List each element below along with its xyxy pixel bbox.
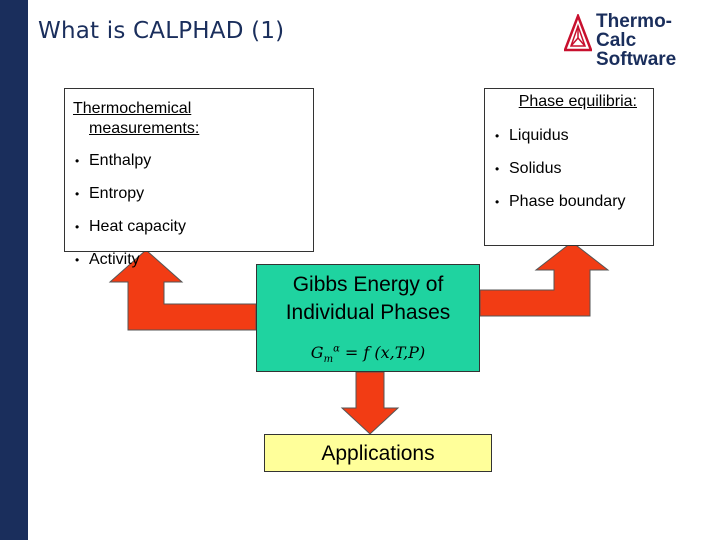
logo-text-line1: Thermo-Calc — [596, 11, 672, 51]
thermochemical-list — [71, 151, 186, 283]
gibbs-energy-title — [257, 271, 479, 327]
gibbs-energy-line2: Individual Phases — [285, 301, 451, 324]
formula-sup: α — [333, 343, 340, 355]
list-item: • Phase boundary — [491, 192, 626, 225]
list-item: • Liquidus — [491, 126, 626, 159]
right-arrow — [480, 242, 608, 316]
thermochemical-heading-line2: measurements: — [89, 120, 200, 137]
list-item: • Entropy — [71, 184, 186, 217]
applications-box: Applications — [264, 434, 492, 472]
formula-sub: m — [323, 354, 334, 366]
logo-text-line2: Software — [596, 49, 677, 70]
slide-title: What is CALPHAD (1) — [38, 18, 285, 44]
thermochemical-measurements-box — [64, 88, 314, 268]
formula-rhs: = f (x,T,P) — [339, 343, 426, 362]
phase-equilibria-list — [491, 126, 626, 225]
thermochemical-heading — [73, 99, 273, 139]
phase-equilibria-heading: Phase equilibria: — [518, 93, 637, 110]
formula-lhs: G — [310, 343, 324, 362]
list-item: • Heat capacity — [71, 217, 186, 250]
list-item: • Solidus — [491, 159, 626, 192]
gibbs-energy-line1: Gibbs Energy of — [292, 273, 444, 296]
gibbs-energy-box — [256, 264, 480, 372]
phase-equilibria-box — [484, 88, 654, 246]
list-item: • Enthalpy — [71, 151, 186, 184]
thermochemical-heading-line1: Thermochemical — [73, 100, 192, 117]
gibbs-formula — [257, 343, 479, 365]
down-arrow — [342, 372, 398, 434]
list-item: • Activity — [71, 250, 186, 283]
